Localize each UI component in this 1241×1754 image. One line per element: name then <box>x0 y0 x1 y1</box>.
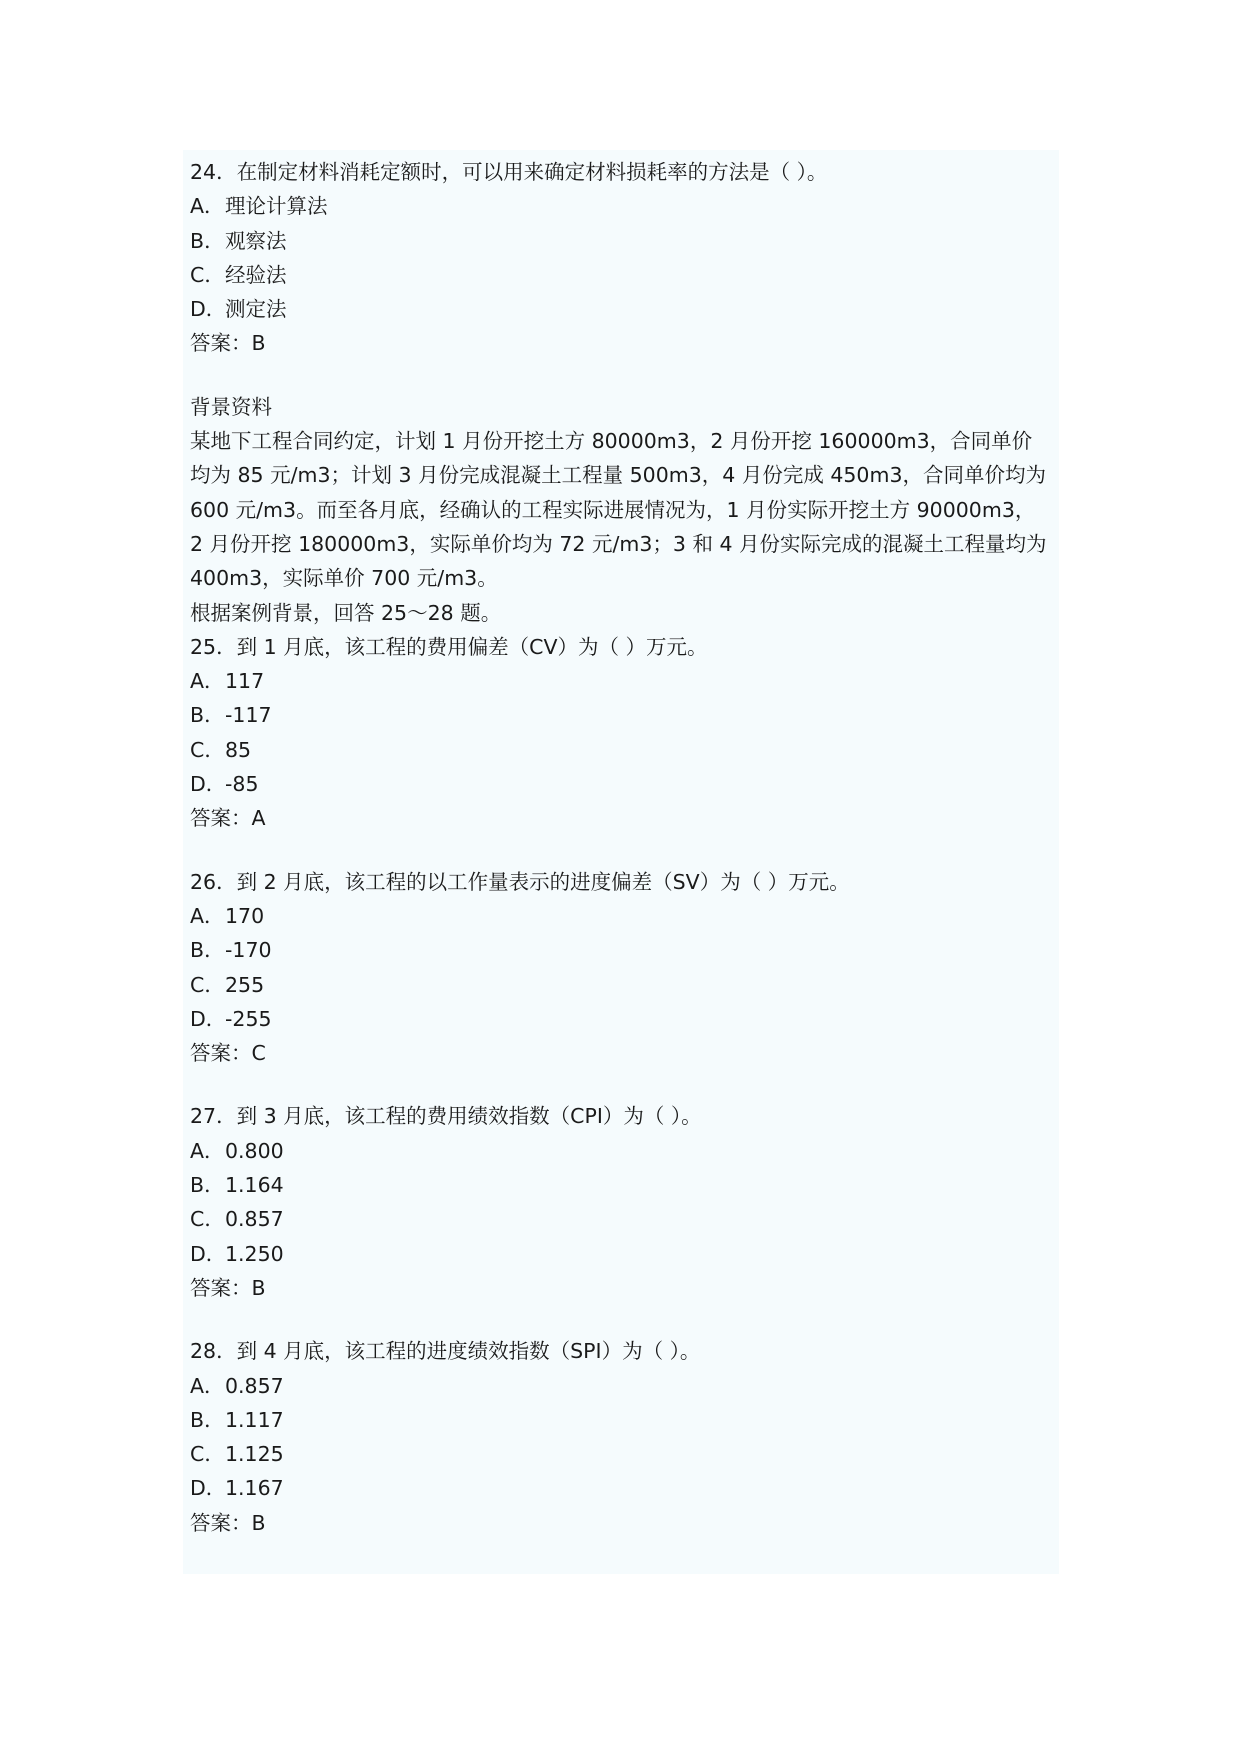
option-letter: C． <box>190 1442 225 1467</box>
option-text: 经验法 <box>225 262 287 287</box>
question-stem: 24．在制定材料消耗定额时，可以用来确定材料损耗率的方法是（ ）。 <box>190 160 828 184</box>
option-text: 170 <box>225 903 265 928</box>
option-text: 观察法 <box>225 228 287 253</box>
option-a <box>190 189 1050 223</box>
option-letter: A． <box>190 194 225 219</box>
option-c <box>190 258 1050 292</box>
option-letter: C． <box>190 737 225 762</box>
option-c <box>190 1202 1050 1236</box>
question-24 <box>190 155 1050 361</box>
option-letter: B． <box>190 1173 225 1198</box>
answer-line <box>190 801 1050 835</box>
option-letter: C． <box>190 262 225 287</box>
option-d <box>190 1471 1050 1505</box>
option-text: -117 <box>225 703 272 728</box>
option-text: 255 <box>225 972 265 997</box>
option-letter: B． <box>190 938 225 963</box>
answer-value: B <box>251 1275 266 1300</box>
option-text: 1.125 <box>225 1442 284 1467</box>
option-letter: D． <box>190 1006 227 1031</box>
option-letter: A． <box>190 903 225 928</box>
answer-value: B <box>251 1510 266 1535</box>
option-b <box>190 933 1050 967</box>
question-28 <box>190 1334 1050 1540</box>
option-text: -170 <box>225 938 272 963</box>
question-25 <box>190 630 1050 836</box>
question-stem: 26．到 2 月底，该工程的以工作量表示的进度偏差（SV）为（ ）万元。 <box>190 869 850 894</box>
option-letter: D． <box>190 1476 227 1501</box>
question-26 <box>190 865 1050 1071</box>
option-text: 0.857 <box>225 1373 284 1398</box>
option-c <box>190 1437 1050 1471</box>
option-d <box>190 767 1050 801</box>
background-line: 2 月份开挖 180000m3，实际单价均为 72 元/m3；3 和 4 月份实际完成的混凝土工程量均为 <box>190 531 1047 556</box>
option-text: 1.250 <box>225 1241 284 1266</box>
background-section <box>190 390 1050 630</box>
background-line: 均为 85 元/m3；计划 3 月份完成混凝土工程量 500m3，4 月份完成 450m3，合同单价均为 <box>190 463 1046 488</box>
answer-line <box>190 1506 1050 1540</box>
option-letter: B． <box>190 228 225 253</box>
answer-label: 答案： <box>190 1510 252 1535</box>
option-letter: A． <box>190 1138 225 1163</box>
option-text: 理论计算法 <box>225 194 328 219</box>
option-b <box>190 224 1050 258</box>
question-stem: 28．到 4 月底，该工程的进度绩效指数（SPI）为（ ）。 <box>190 1339 701 1364</box>
option-text: 0.800 <box>225 1138 284 1163</box>
question-27 <box>190 1099 1050 1305</box>
option-text: 1.164 <box>225 1173 284 1198</box>
option-a <box>190 664 1050 698</box>
option-letter: D． <box>190 1241 227 1266</box>
option-letter: A． <box>190 669 225 694</box>
option-b <box>190 1168 1050 1202</box>
answer-label: 答案： <box>190 331 252 356</box>
option-text: -255 <box>225 1006 272 1031</box>
option-d <box>190 1237 1050 1271</box>
answer-value: C <box>251 1041 266 1066</box>
answer-line <box>190 1271 1050 1305</box>
question-stem: 25．到 1 月底，该工程的费用偏差（CV）为（ ）万元。 <box>190 634 708 659</box>
option-c <box>190 733 1050 767</box>
option-letter: C． <box>190 1207 225 1232</box>
answer-value: B <box>251 331 266 356</box>
option-letter: A． <box>190 1373 225 1398</box>
option-a <box>190 899 1050 933</box>
option-text: 1.167 <box>225 1476 284 1501</box>
background-line: 400m3，实际单价 700 元/m3。 <box>190 566 498 591</box>
option-a <box>190 1369 1050 1403</box>
background-line: 根据案例背景，回答 25～28 题。 <box>190 600 502 625</box>
option-letter: B． <box>190 1407 225 1432</box>
option-letter: B． <box>190 703 225 728</box>
background-line: 600 元/m3。而至各月底，经确认的工程实际进展情况为，1 月份实际开挖土方 90000m3， <box>190 497 1036 522</box>
answer-line <box>190 326 1050 360</box>
option-text: 0.857 <box>225 1207 284 1232</box>
option-c <box>190 968 1050 1002</box>
answer-label: 答案： <box>190 1275 252 1300</box>
option-letter: C． <box>190 972 225 997</box>
answer-label: 答案： <box>190 806 252 831</box>
question-stem: 27．到 3 月底，该工程的费用绩效指数（CPI）为（ ）。 <box>190 1104 702 1129</box>
option-letter: D． <box>190 297 227 322</box>
answer-line <box>190 1036 1050 1070</box>
option-a <box>190 1134 1050 1168</box>
option-letter: D． <box>190 772 227 797</box>
answer-label: 答案： <box>190 1041 252 1066</box>
option-b <box>190 698 1050 732</box>
document-content <box>190 155 1050 1540</box>
background-line: 某地下工程合同约定，计划 1 月份开挖土方 80000m3，2 月份开挖 160000m3，合同单价 <box>190 429 1033 454</box>
option-d <box>190 292 1050 326</box>
option-d <box>190 1002 1050 1036</box>
option-b <box>190 1403 1050 1437</box>
background-heading: 背景资料 <box>190 394 272 419</box>
option-text: 测定法 <box>225 297 287 322</box>
answer-value: A <box>251 806 266 831</box>
option-text: 85 <box>225 737 252 762</box>
option-text: 1.117 <box>225 1407 284 1432</box>
option-text: -85 <box>225 772 259 797</box>
option-text: 117 <box>225 669 265 694</box>
